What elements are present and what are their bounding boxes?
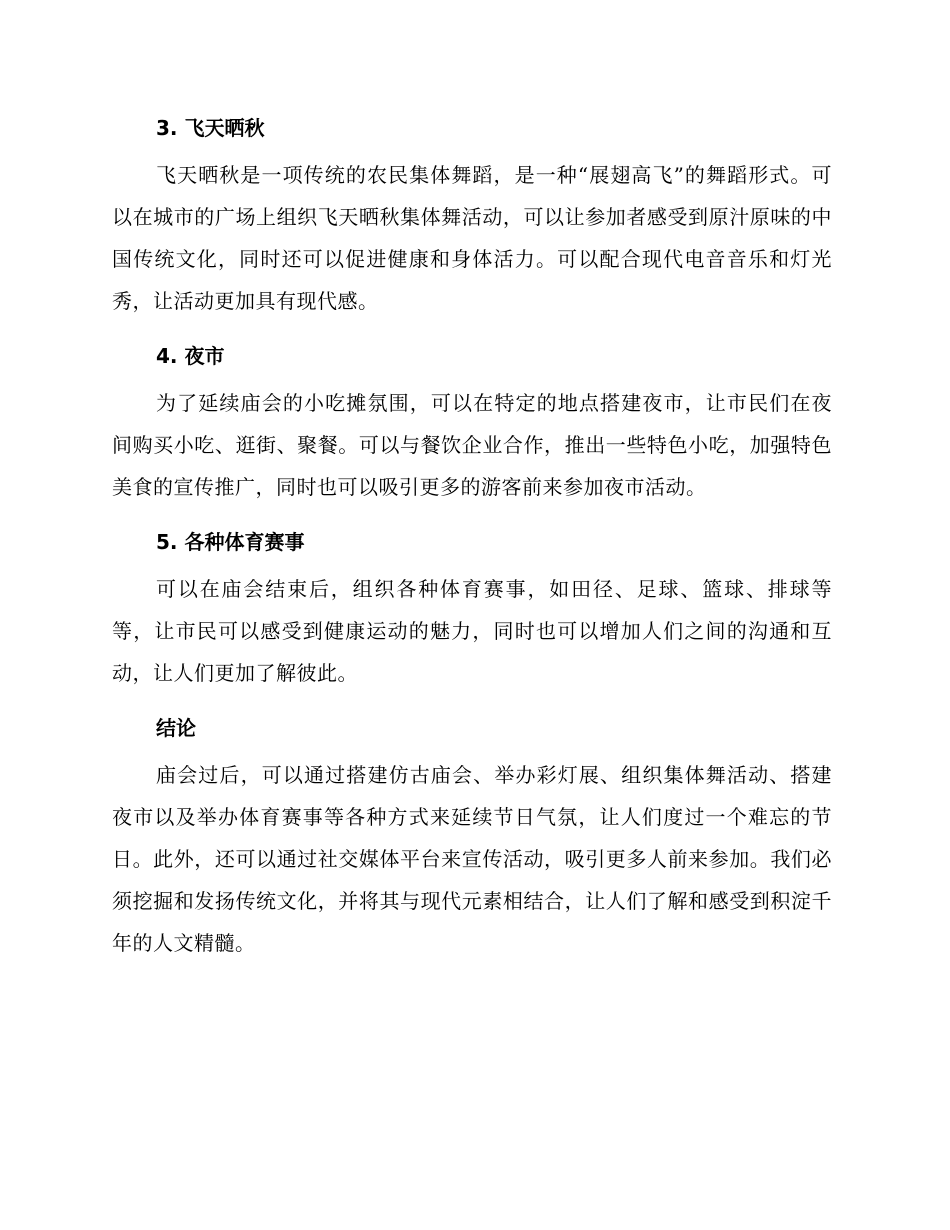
section-body-conclusion: 庙会过后，可以通过搭建仿古庙会、举办彩灯展、组织集体舞活动、搭建夜市以及举办体育赛事等各种方式来延续节日气氛，让人们度过一个难忘的节日。此外，还可以通过社交媒体平台来宣传活动，吸引更多人前来参加。我们必须挖掘和发扬传统文化，并将其与现代元素相结合，让人们了解和感受到积淀千年的人文精髓。: [112, 763, 832, 955]
section-heading-conclusion: 结论: [156, 716, 196, 740]
document-content: [112, 108, 832, 978]
section-heading-flying-sky: 3. 飞天晒秋: [156, 116, 265, 140]
section-heading-night-market: 4. 夜市: [156, 344, 225, 368]
section-body-night-market: 为了延续庙会的小吃摊氛围，可以在特定的地点搭建夜市，让市民们在夜间购买小吃、逛街、聚餐。可以与餐饮企业合作，推出一些特色小吃，加强特色美食的宣传推广，同时也可以吸引更多的游客前来参加夜市活动。: [112, 391, 832, 499]
section-heading-sports-events: 5. 各种体育赛事: [156, 530, 305, 554]
section-body-sports-events: 可以在庙会结束后，组织各种体育赛事，如田径、足球、篮球、排球等等，让市民可以感受到健康运动的魅力，同时也可以增加人们之间的沟通和互动，让人们更加了解彼此。: [112, 577, 832, 685]
section-body-flying-sky: 飞天晒秋是一项传统的农民集体舞蹈，是一种“展翅高飞”的舞蹈形式。可以在城市的广场上组织飞天晒秋集体舞活动，可以让参加者感受到原汁原味的中国传统文化，同时还可以促进健康和身体活力。可以配合现代电音音乐和灯光秀，让活动更加具有现代感。: [112, 163, 832, 313]
